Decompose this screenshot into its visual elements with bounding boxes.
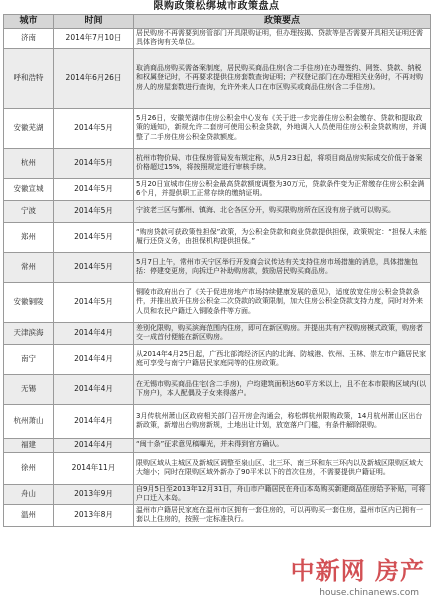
row-time: 2014年6月26日 <box>54 48 134 108</box>
row-time: 2013年8月 <box>54 504 134 526</box>
row-time: 2014年4月 <box>54 322 134 344</box>
table-row <box>4 374 431 404</box>
row-time: 2013年9月 <box>54 484 134 504</box>
row-policy: 限购区域从主城区及新城区调整至泉山区、北三环、南三环和东三环内以及新城区限购区域大大缩小；同时在限购区域外新办了90平米以下的首次住房，不需要提供户籍证明。 <box>134 452 431 484</box>
row-city: 天津滨海 <box>4 322 54 344</box>
row-city: 呼和浩特 <box>4 48 54 108</box>
table-row <box>4 344 431 374</box>
row-city: 郑州 <box>4 222 54 252</box>
row-city: 济南 <box>4 29 54 49</box>
table-row <box>4 484 431 504</box>
table-row <box>4 29 431 49</box>
header-city: 城市 <box>4 15 54 29</box>
table-row <box>4 404 431 438</box>
header-policy: 政策要点 <box>134 15 431 29</box>
row-policy: 居民购房不再需要到房管部门开具限购证明，但办理按揭、贷款等是否需要开具相关证明还需具体咨询有关单位。 <box>134 29 431 49</box>
row-policy: 宁波老三区与鄞州、镇海、北仑各区分开，购买限购房所在区没有房子就可以购买。 <box>134 200 431 222</box>
row-city: 无锡 <box>4 374 54 404</box>
row-time: 2014年4月 <box>54 404 134 438</box>
table-row <box>4 200 431 222</box>
table-row <box>4 48 431 108</box>
table-row <box>4 504 431 526</box>
row-city: 杭州 <box>4 148 54 178</box>
row-policy: 杭州市物价局、市住保房管局发布规定称，从5月23日起，将项目商品房实际成交价低于备案价格超过15%，将按照规定进行审核手续。 <box>134 148 431 178</box>
row-city: 安徽宣城 <box>4 178 54 200</box>
table-row <box>4 322 431 344</box>
policy-table <box>3 14 431 527</box>
row-policy: 温州市户籍居民家庭在温州市区拥有一套住房的，可以再购买一套住房，温州市区内已拥有一套以上住房的，按照一定标准执行。 <box>134 504 431 526</box>
table-row <box>4 452 431 484</box>
table-row <box>4 148 431 178</box>
table-row <box>4 438 431 452</box>
row-city: 常州 <box>4 252 54 282</box>
table-row <box>4 222 431 252</box>
table-title: 限购政策松绑城市政策盘点 <box>153 1 280 12</box>
row-city: 杭州萧山 <box>4 404 54 438</box>
row-time: 2014年5月 <box>54 178 134 200</box>
row-city: 福建 <box>4 438 54 452</box>
row-city: 舟山 <box>4 484 54 504</box>
row-policy: 铜陵市政府出台了《关于促进房地产市场持续健康发展的意见》，适度放宽住房公积金贷款条件，并推出放开住房公积金二次贷款的政策限制，加大住房公积金贷款支持力度，同时对外来人员和农民户籍迁入铜陵条件等方面。 <box>134 282 431 322</box>
table-row <box>4 108 431 148</box>
row-policy: 5月20日宣城市住房公积金最高贷款额度调整为30万元，贷款条件变为正常缴存住房公积金满6个月，并提供职工正常存续的缴纳证明。 <box>134 178 431 200</box>
row-policy: 5月26日，安徽芜湖市住房公积金中心发布《关于进一步完善住房公积金缴存、贷款和提取政策的通知》，新规允许二套房可使用公积金贷款，外地调入人员使用住房公积金贷款购房，并调整了二手房住房公积金贷款额度。 <box>134 108 431 148</box>
watermark-logo: 中新网 房产 <box>290 556 425 585</box>
table-body <box>4 29 431 527</box>
table-header-row <box>4 15 431 29</box>
row-time: 2014年4月 <box>54 438 134 452</box>
row-city: 宁波 <box>4 200 54 222</box>
row-time: 2014年5月 <box>54 200 134 222</box>
row-time: 2014年5月 <box>54 282 134 322</box>
row-policy: 取消商品房购买需备案制度，居民购买商品住房(含二手住房)在办理签约、网签、贷款、纳税和权属登记时，不再要求提供住房套数查询证明；产权登记部门在办理相关业务时，不再对购房人的房屋套数进行查询，允许外来人口在市区购买或商品住房(含二手住房)。 <box>134 48 431 108</box>
row-policy: 在无锡市购买商品住宅(含二手房)，户均建筑面积达60平方米以上，且不在本市限购区域内(以下房户)，本人配偶及子女来得落户。 <box>134 374 431 404</box>
table-row <box>4 178 431 200</box>
row-time: 2014年4月 <box>54 374 134 404</box>
row-policy: 差别化限购，购买滨海范围内住房，即可在新区购房。并提出共有产权购房模式政策，购房者交一成首付便能在新区购房。 <box>134 322 431 344</box>
row-policy: 自9月5日至2013年12月31日，舟山市户籍居民在舟山本岛购买新建商品住房给予补贴，可将户口迁入本岛。 <box>134 484 431 504</box>
row-policy: “购房贷款可获政策性担保”政策，为公积金贷款和商业贷款提供担保，政策规定：“担保人未能履行还贷义务，由担保机构提供担保。” <box>134 222 431 252</box>
row-city: 温州 <box>4 504 54 526</box>
row-time: 2014年5月 <box>54 108 134 148</box>
row-time: 2014年4月 <box>54 344 134 374</box>
row-policy: 从2014年4月25日起，广西北部湾经济区内的北海、防城港、钦州、玉林、崇左市户籍居民家庭可享受与南宁户籍居民家庭同等的住房政策。 <box>134 344 431 374</box>
row-policy: “闽十条”征求意见稿曝光，并未得到官方确认。 <box>134 438 431 452</box>
row-policy: 3月传杭州萧山区政府相关部门召开房企沟通会，称松绑杭州限购政策，14月杭州萧山区出台新政策，新增出台购房新规，土地出让计划，放宽落户门槛，有条件解除限购。 <box>134 404 431 438</box>
row-city: 安徽芜湖 <box>4 108 54 148</box>
row-city: 南宁 <box>4 344 54 374</box>
table-row <box>4 282 431 322</box>
row-time: 2014年7月10日 <box>54 29 134 49</box>
row-policy: 5月7日上午，常州市天宁区举行开发商会议传达有关支持住房市场措施的消息，具体措施包括：停建变更房，向拆迁户补助购房款，鼓励居民购买商品房。 <box>134 252 431 282</box>
row-time: 2014年5月 <box>54 252 134 282</box>
row-city: 安徽铜陵 <box>4 282 54 322</box>
row-time: 2014年11月 <box>54 452 134 484</box>
watermark-url: house.chinanews.com <box>319 588 419 598</box>
header-time: 时间 <box>54 15 134 29</box>
row-city: 徐州 <box>4 452 54 484</box>
row-time: 2014年5月 <box>54 222 134 252</box>
table-row <box>4 252 431 282</box>
row-time: 2014年5月 <box>54 148 134 178</box>
